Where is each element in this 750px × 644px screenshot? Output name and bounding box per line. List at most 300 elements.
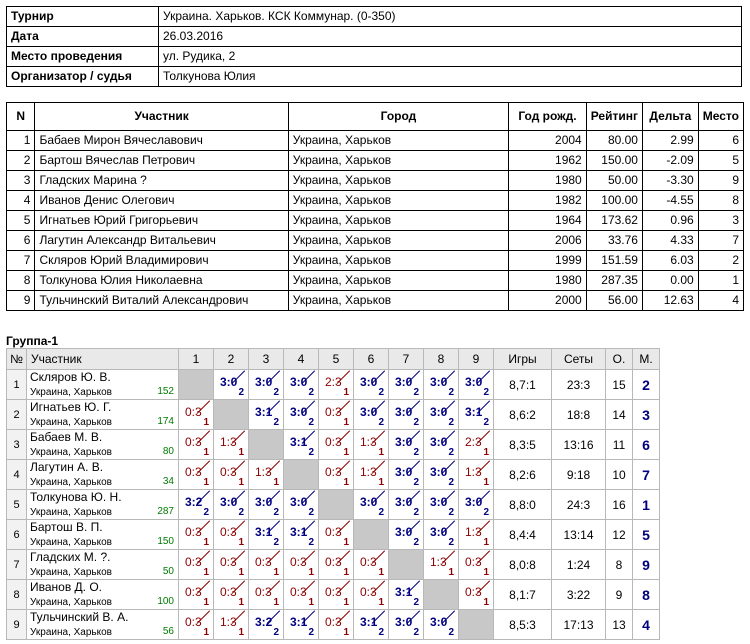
match-score: 0:3 [360,585,377,599]
birth-year: 1964 [509,211,587,231]
col-header-birth-year: Год рожд. [509,103,587,131]
match-score: 0:3 [185,435,202,449]
match-result-cell [389,400,424,430]
match-result-cell [389,610,424,640]
match-score: 3:0 [395,525,413,539]
row-number: 4 [7,191,35,211]
match-points: 1 [308,597,314,608]
match-points: 2 [378,387,384,398]
match-result-cell [179,520,214,550]
match-points: 1 [238,477,244,488]
match-score: 3:0 [395,465,413,479]
participant-row [7,291,744,311]
games-value: 8,5:3 [494,610,552,640]
birth-year: 1980 [509,171,587,191]
group-player-cell [27,610,179,640]
games-value: 8,3:5 [494,430,552,460]
match-result-cell [214,550,249,580]
row-number: 9 [7,291,35,311]
match-points: 2 [238,507,244,518]
match-result-cell [319,520,354,550]
col-header-opponent-2: 2 [214,349,249,370]
group-row [7,370,660,400]
player-city: Украина, Харьков [30,507,112,518]
games-value: 8,8:0 [494,490,552,520]
sets-value: 13:16 [552,430,606,460]
participant-row [7,171,744,191]
group-row-number: 7 [7,550,27,580]
group-row [7,490,660,520]
match-score: 0:3 [290,555,307,569]
match-points: 1 [203,567,209,578]
match-points: 2 [413,507,419,518]
match-score: 0:3 [220,465,237,479]
match-score: 1:3 [220,615,237,629]
match-result-cell [354,460,389,490]
group-row [7,400,660,430]
games-value: 8,4:4 [494,520,552,550]
col-header-delta: Дельта [642,103,698,131]
match-points: 1 [273,567,279,578]
match-score: 3:0 [395,405,413,419]
match-result-cell [354,430,389,460]
match-points: 1 [203,417,209,428]
match-points: 2 [273,387,279,398]
player-city: Украина, Харьков [30,627,112,638]
delta-value: 12.63 [642,291,698,311]
match-score: 0:3 [185,615,202,629]
match-result-cell [424,400,459,430]
match-result-cell [354,550,389,580]
player-rating: 150 [157,536,174,547]
match-score: 0:3 [325,615,342,629]
match-result-cell [284,400,319,430]
col-header-place: Место [698,103,743,131]
match-score: 3:1 [255,525,273,539]
self-match-cell [354,520,389,550]
match-points: 2 [413,387,419,398]
match-result-cell [214,430,249,460]
player-name[interactable]: Скляров Ю. В. [30,370,111,384]
place-value: 2 [698,251,743,271]
participant-city: Украина, Харьков [288,151,508,171]
info-row [7,67,742,87]
match-score: 1:3 [465,525,482,539]
participant-row [7,211,744,231]
match-points: 1 [378,597,384,608]
match-result-cell [424,370,459,400]
match-score: 3:2 [255,615,273,629]
match-score: 0:3 [325,405,342,419]
sets-value: 13:14 [552,520,606,550]
col-header-opponent-1: 1 [179,349,214,370]
delta-value: -2.09 [642,151,698,171]
place-value: 6 [698,131,743,151]
match-score: 3:0 [465,495,483,509]
match-result-cell [214,610,249,640]
delta-value: 0.96 [642,211,698,231]
match-result-cell [389,370,424,400]
match-score: 3:1 [255,405,273,419]
participant-name: Скляров Юрий Владимирович [35,251,288,271]
match-points: 1 [378,567,384,578]
rating-value: 80.00 [586,131,642,151]
col-header-opponent-8: 8 [424,349,459,370]
match-result-cell [284,580,319,610]
col-header-opponent-4: 4 [284,349,319,370]
info-row [7,47,742,67]
match-result-cell [424,610,459,640]
match-result-cell [214,370,249,400]
match-result-cell [354,370,389,400]
match-result-cell [179,610,214,640]
points-value: 15 [606,370,633,400]
participant-name: Иванов Денис Олегович [35,191,288,211]
sets-value: 23:3 [552,370,606,400]
match-result-cell [354,490,389,520]
match-score: 3:1 [360,615,378,629]
participant-row [7,251,744,271]
row-number: 1 [7,131,35,151]
match-points: 2 [483,417,489,428]
match-score: 3:0 [255,495,273,509]
match-points: 1 [378,477,384,488]
match-points: 1 [483,567,489,578]
player-city: Украина, Харьков [30,387,112,398]
participant-city: Украина, Харьков [288,271,508,291]
match-result-cell [319,400,354,430]
self-match-cell [249,430,284,460]
rating-value: 173.62 [586,211,642,231]
player-rating: 34 [162,476,174,487]
group-row [7,520,660,550]
player-rating: 174 [157,416,174,427]
group-row [7,580,660,610]
match-score: 3:0 [360,495,378,509]
group-row [7,610,660,640]
match-score: 0:3 [255,555,272,569]
participant-row [7,131,744,151]
group-header-row [7,349,660,370]
match-points: 2 [413,417,419,428]
match-score: 1:3 [220,435,237,449]
games-value: 8,2:6 [494,460,552,490]
match-points: 2 [483,507,489,518]
match-score: 3:1 [465,405,483,419]
row-number: 2 [7,151,35,171]
participant-city: Украина, Харьков [288,231,508,251]
match-points: 2 [413,597,419,608]
place-value: 5 [633,520,660,550]
match-score: 3:0 [395,615,413,629]
match-points: 1 [238,597,244,608]
match-points: 1 [343,537,349,548]
match-result-cell [214,490,249,520]
player-city: Украина, Харьков [30,447,112,458]
self-match-cell [214,400,249,430]
group-row [7,460,660,490]
group-row [7,550,660,580]
match-points: 2 [413,447,419,458]
place-value: 1 [698,271,743,291]
match-result-cell [459,490,494,520]
match-result-cell [179,550,214,580]
match-points: 2 [308,417,314,428]
info-key: Место проведения [7,47,159,67]
match-score: 3:0 [465,375,483,389]
col-header-participant: Участник [35,103,288,131]
player-name[interactable]: Гладских М. ?. [30,550,111,564]
match-result-cell [214,520,249,550]
group-player-cell [27,400,179,430]
match-points: 1 [448,567,454,578]
birth-year: 2000 [509,291,587,311]
place-value: 1 [633,490,660,520]
match-points: 1 [343,627,349,638]
match-result-cell [319,430,354,460]
match-score: 3:0 [430,495,448,509]
sets-value: 1:24 [552,550,606,580]
match-score: 0:3 [325,585,342,599]
participant-city: Украина, Харьков [288,131,508,151]
match-result-cell [249,610,284,640]
group-row-number: 3 [7,430,27,460]
place-value: 9 [633,550,660,580]
match-result-cell [424,550,459,580]
place-value: 9 [698,171,743,191]
match-result-cell [459,460,494,490]
player-name[interactable]: Бартош В. П. [30,520,103,534]
match-points: 1 [308,567,314,578]
games-value: 8,1:7 [494,580,552,610]
participant-city: Украина, Харьков [288,171,508,191]
match-result-cell [319,460,354,490]
match-result-cell [459,580,494,610]
col-header-rating: Рейтинг [586,103,642,131]
participant-city: Украина, Харьков [288,291,508,311]
participants-table [6,102,744,311]
match-result-cell [284,490,319,520]
match-points: 2 [273,537,279,548]
match-result-cell [284,370,319,400]
match-result-cell [389,430,424,460]
match-points: 1 [273,597,279,608]
player-rating: 100 [157,596,174,607]
match-points: 2 [413,537,419,548]
match-points: 1 [203,597,209,608]
rating-value: 56.00 [586,291,642,311]
player-rating: 287 [157,506,174,517]
group-player-cell [27,490,179,520]
self-match-cell [319,490,354,520]
match-points: 2 [238,387,244,398]
place-value: 5 [698,151,743,171]
match-points: 1 [483,477,489,488]
points-value: 9 [606,580,633,610]
place-value: 7 [633,460,660,490]
sets-value: 24:3 [552,490,606,520]
match-score: 3:1 [290,525,308,539]
participant-name: Тульчинский Виталий Александрович [35,291,288,311]
match-score: 0:3 [185,585,202,599]
match-points: 1 [238,567,244,578]
player-name[interactable]: Иванов Д. О. [30,580,103,594]
match-score: 0:3 [255,585,272,599]
delta-value: 6.03 [642,251,698,271]
col-header-games: Игры [494,349,552,370]
col-header-opponent-3: 3 [249,349,284,370]
match-points: 2 [448,477,454,488]
place-value: 2 [633,370,660,400]
birth-year: 1962 [509,151,587,171]
place-value: 6 [633,430,660,460]
match-result-cell [459,430,494,460]
player-name[interactable]: Толкунова Ю. Н. [30,490,122,504]
group-row-number: 6 [7,520,27,550]
participant-row [7,191,744,211]
birth-year: 1999 [509,251,587,271]
birth-year: 2006 [509,231,587,251]
match-points: 2 [308,387,314,398]
match-points: 1 [343,387,349,398]
col-header-points: О. [606,349,633,370]
player-name[interactable]: Игнатьев Ю. Г. [30,400,112,414]
match-score: 0:3 [290,585,307,599]
info-value: ул. Рудика, 2 [159,47,742,67]
match-score: 0:3 [185,555,202,569]
match-result-cell [214,460,249,490]
match-points: 1 [203,537,209,548]
match-score: 3:0 [430,435,448,449]
match-points: 2 [378,507,384,518]
match-score: 0:3 [185,525,202,539]
info-value: 26.03.2016 [159,27,742,47]
match-points: 1 [483,597,489,608]
place-value: 4 [698,291,743,311]
match-points: 1 [273,477,279,488]
info-value: Толкунова Юлия [159,67,742,87]
player-name[interactable]: Лагутин А. В. [30,460,104,474]
row-number: 3 [7,171,35,191]
match-result-cell [249,460,284,490]
match-score: 3:0 [430,615,448,629]
match-result-cell [249,520,284,550]
match-result-cell [459,370,494,400]
match-points: 1 [238,537,244,548]
participant-city: Украина, Харьков [288,191,508,211]
row-number: 7 [7,251,35,271]
match-score: 3:0 [430,525,448,539]
match-points: 2 [448,417,454,428]
player-name[interactable]: Тульчинский В. А. [30,610,129,624]
match-result-cell [354,400,389,430]
group-row-number: 1 [7,370,27,400]
match-score: 0:3 [360,555,377,569]
rating-value: 150.00 [586,151,642,171]
player-rating: 56 [162,626,174,637]
col-header-opponent-5: 5 [319,349,354,370]
rating-value: 287.35 [586,271,642,291]
match-score: 3:0 [220,495,238,509]
info-key: Турнир [7,7,159,27]
player-rating: 80 [162,446,174,457]
match-result-cell [179,430,214,460]
player-city: Украина, Харьков [30,567,112,578]
col-header-sets: Сеты [552,349,606,370]
info-row [7,7,742,27]
tournament-info-table [6,6,742,87]
match-score: 0:3 [325,465,342,479]
participant-city: Украина, Харьков [288,251,508,271]
match-score: 0:3 [220,525,237,539]
match-points: 2 [273,627,279,638]
match-result-cell [319,370,354,400]
match-score: 1:3 [360,465,377,479]
player-name[interactable]: Бабаев М. В. [30,430,103,444]
match-score: 0:3 [220,585,237,599]
row-number: 5 [7,211,35,231]
match-points: 1 [378,447,384,458]
player-rating: 50 [162,566,174,577]
match-score: 3:0 [360,375,378,389]
match-result-cell [354,610,389,640]
col-header-num: № [7,349,27,370]
group-row-number: 5 [7,490,27,520]
match-score: 3:0 [220,375,238,389]
delta-value: 2.99 [642,131,698,151]
participant-name: Игнатьев Юрий Григорьевич [35,211,288,231]
match-score: 3:1 [290,615,308,629]
place-value: 4 [633,610,660,640]
place-value: 8 [698,191,743,211]
match-points: 2 [308,627,314,638]
group-row [7,430,660,460]
group-player-cell [27,520,179,550]
match-points: 2 [308,447,314,458]
match-points: 1 [238,627,244,638]
match-result-cell [249,400,284,430]
match-points: 2 [448,507,454,518]
points-value: 13 [606,610,633,640]
match-result-cell [319,550,354,580]
self-match-cell [389,550,424,580]
match-score: 0:3 [185,405,202,419]
match-result-cell [319,610,354,640]
match-points: 1 [483,537,489,548]
col-header-player: Участник [27,349,179,370]
group-row-number: 2 [7,400,27,430]
match-points: 1 [343,477,349,488]
player-city: Украина, Харьков [30,477,112,488]
match-score: 3:0 [395,435,413,449]
match-points: 1 [238,447,244,458]
match-result-cell [389,520,424,550]
group-row-number: 9 [7,610,27,640]
place-value: 8 [633,580,660,610]
match-result-cell [319,580,354,610]
match-result-cell [249,370,284,400]
sets-value: 17:13 [552,610,606,640]
match-score: 3:0 [430,465,448,479]
match-score: 3:0 [395,495,413,509]
match-result-cell [459,400,494,430]
match-score: 3:0 [395,375,413,389]
points-value: 10 [606,460,633,490]
col-header-opponent-6: 6 [354,349,389,370]
match-points: 2 [448,627,454,638]
info-key: Дата [7,27,159,47]
match-result-cell [389,460,424,490]
